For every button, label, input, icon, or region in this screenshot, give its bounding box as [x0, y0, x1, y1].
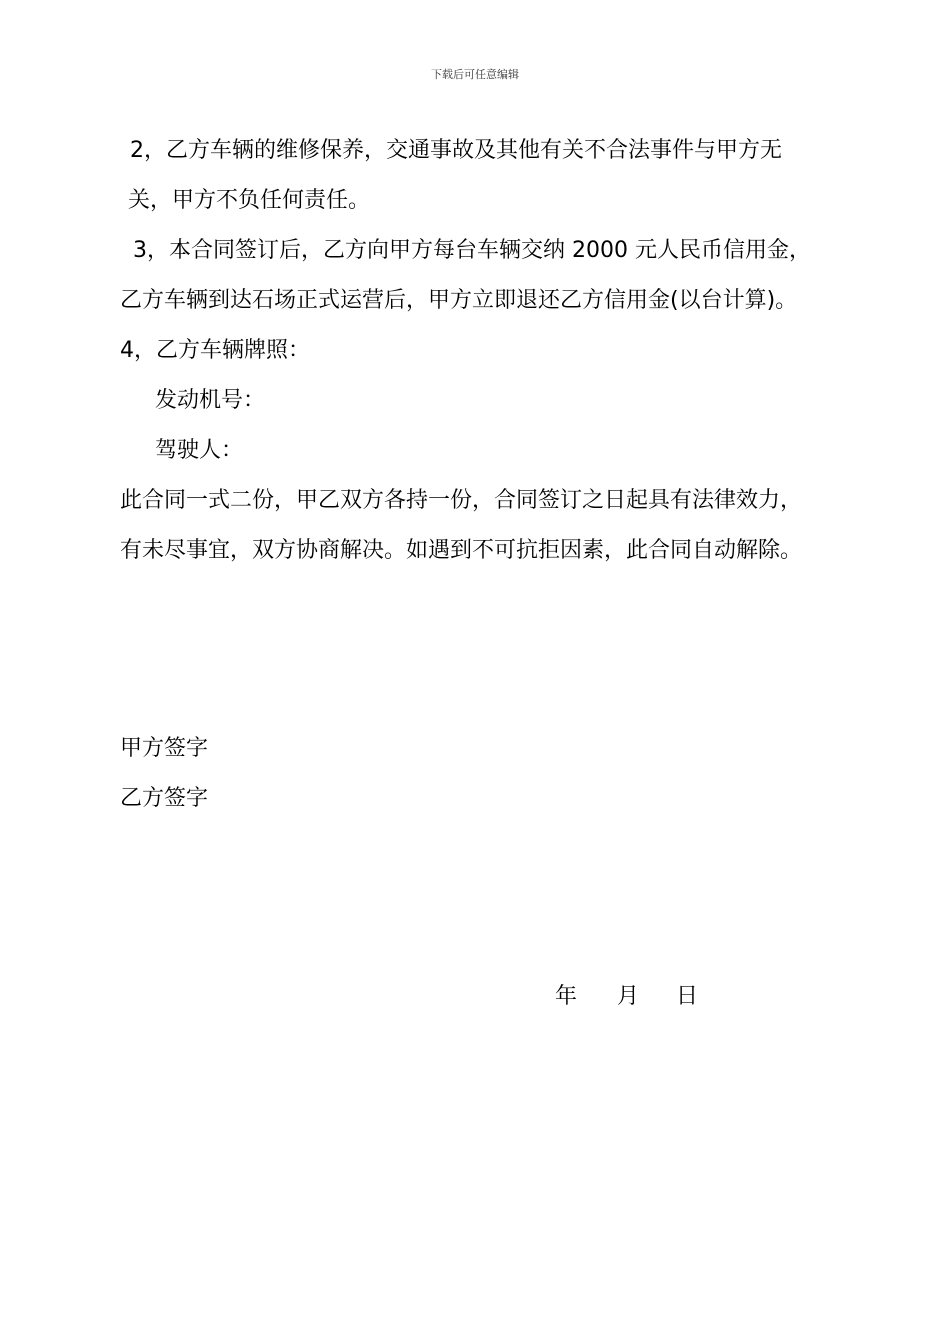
date-day-label: 日	[676, 984, 699, 1009]
clause-2-line-2: 关，甲方不负任何责任。	[128, 188, 371, 213]
date-line	[555, 982, 698, 1012]
closing-line-1: 此合同一式二份，甲乙双方各持一份，合同签订之日起具有法律效力，	[120, 488, 803, 513]
clause-3-line-2: 乙方车辆到达石场正式运营后，甲方立即退还乙方信用金(以台计算)。	[120, 288, 798, 313]
clause-2-line-1: 2，乙方车辆的维修保养，交通事故及其他有关不合法事件与甲方无	[130, 138, 782, 163]
driver-label: 驾驶人：	[155, 438, 244, 463]
engine-number-label: 发动机号：	[155, 388, 266, 413]
date-year-label: 年	[555, 984, 578, 1009]
page-header: 下载后可任意编辑	[431, 68, 519, 81]
party-a-signature-label: 甲方签字	[120, 736, 209, 761]
closing-line-2: 有未尽事宜，双方协商解决。如遇到不可抗拒因素，此合同自动解除。	[120, 538, 803, 563]
clause-4-license-plate: 4，乙方车辆牌照：	[120, 338, 310, 363]
clause-3-line-1: 3，本合同签订后，乙方向甲方每台车辆交纳 2000 元人民币信用金，	[133, 238, 811, 263]
date-month-label: 月	[617, 984, 640, 1009]
party-b-signature-label: 乙方签字	[120, 786, 209, 811]
